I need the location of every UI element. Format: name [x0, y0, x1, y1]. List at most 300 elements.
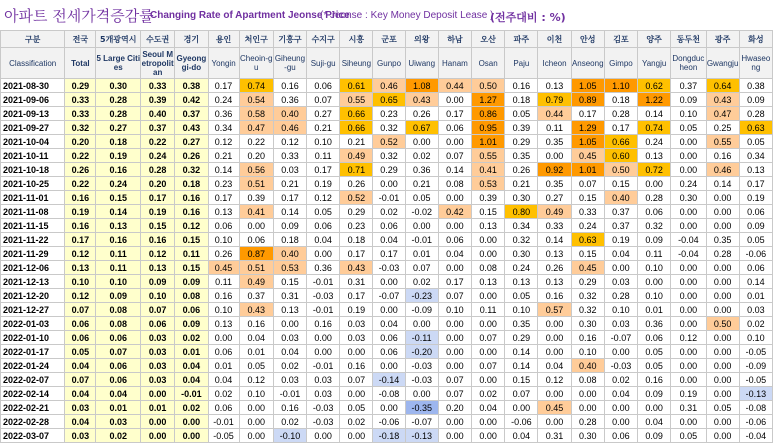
row-date: 2021-10-04 — [1, 135, 65, 149]
cell-gimpo: 0.40 — [604, 191, 637, 205]
cell-hanam: 0.06 — [438, 233, 471, 247]
cell-paju: 0.05 — [505, 289, 538, 303]
cell-yongin: 0.11 — [208, 275, 239, 289]
cell-yangju: 0.04 — [638, 415, 671, 429]
cell-cheoin-gu: 0.01 — [239, 345, 273, 359]
header-kr-15: 이천 — [538, 31, 571, 48]
cell-icheon: 0.13 — [538, 79, 571, 93]
header-en-20: Gwangju — [706, 48, 739, 79]
cell-dongducheon: 0.00 — [671, 219, 706, 233]
cell-gimpo: 1.10 — [604, 79, 637, 93]
cell-yangju: 0.14 — [638, 107, 671, 121]
cell-paju: 0.26 — [505, 163, 538, 177]
cell-dongducheon: 0.00 — [671, 303, 706, 317]
cell-yangju: 0.09 — [638, 387, 671, 401]
cell-paju: 0.30 — [505, 247, 538, 261]
cell-gimpo: 0.00 — [604, 401, 637, 415]
cell-gunpo: 0.32 — [373, 149, 405, 163]
cell-total: 0.33 — [65, 93, 96, 107]
cell-anseong: 0.30 — [571, 429, 604, 443]
cell-total: 0.22 — [65, 149, 96, 163]
cell-gimpo: 0.00 — [604, 415, 637, 429]
cell-gimpo: 0.06 — [604, 429, 637, 443]
cell-uiwang: -0.23 — [405, 289, 438, 303]
cell-cheoin-gu: 0.74 — [239, 79, 273, 93]
row-date: 2021-11-22 — [1, 233, 65, 247]
cell-5-large-cities: 0.14 — [96, 205, 141, 219]
cell-suji-gu: 0.21 — [307, 121, 340, 135]
cell-gyeonggi-do: 0.38 — [175, 79, 208, 93]
cell-yangju: 0.09 — [638, 233, 671, 247]
cell-osan: 0.00 — [472, 247, 505, 261]
cell-gunpo: 0.02 — [373, 205, 405, 219]
cell-hanam: 0.00 — [438, 429, 471, 443]
cell-gyeonggi-do: 0.04 — [175, 359, 208, 373]
cell-hwaseong: 0.17 — [739, 177, 772, 191]
header-en-17: Gimpo — [604, 48, 637, 79]
cell-gimpo: 0.18 — [604, 93, 637, 107]
cell-osan: 0.39 — [472, 191, 505, 205]
cell-total: 0.12 — [65, 289, 96, 303]
cell-suji-gu: -0.03 — [307, 289, 340, 303]
cell-uiwang: -0.20 — [405, 345, 438, 359]
cell-gwangju: 0.43 — [706, 93, 739, 107]
cell-gunpo: 0.29 — [373, 163, 405, 177]
cell-osan: 0.00 — [472, 429, 505, 443]
cell-hwaseong: 0.19 — [739, 191, 772, 205]
cell-icheon: 0.11 — [538, 121, 571, 135]
cell-suji-gu: 0.11 — [307, 149, 340, 163]
cell-seoul-metropolitan: 0.06 — [141, 317, 175, 331]
cell-hwaseong: 0.28 — [739, 107, 772, 121]
cell-paju: 0.14 — [505, 345, 538, 359]
cell-uiwang: 0.21 — [405, 177, 438, 191]
cell-dongducheon: 0.00 — [671, 205, 706, 219]
table-row — [1, 121, 773, 135]
cell-anseong: 0.15 — [571, 247, 604, 261]
cell-seoul-metropolitan: 0.03 — [141, 345, 175, 359]
table-row — [1, 79, 773, 93]
cell-gunpo: -0.06 — [373, 415, 405, 429]
cell-5-large-cities: 0.04 — [96, 387, 141, 401]
cell-cheoin-gu: 0.10 — [239, 387, 273, 401]
header-kr-17: 김포 — [604, 31, 637, 48]
cell-hwaseong: -0.06 — [739, 415, 772, 429]
cell-suji-gu: 0.00 — [307, 247, 340, 261]
row-date: 2022-02-21 — [1, 401, 65, 415]
cell-hwaseong: 0.13 — [739, 163, 772, 177]
cell-cheoin-gu: 0.16 — [239, 317, 273, 331]
cell-uiwang: -0.07 — [405, 415, 438, 429]
table-row — [1, 289, 773, 303]
cell-hanam: 0.17 — [438, 275, 471, 289]
cell-osan: 0.08 — [472, 261, 505, 275]
cell-icheon: 0.00 — [538, 345, 571, 359]
cell-gimpo: 0.10 — [604, 303, 637, 317]
cell-uiwang: 0.01 — [405, 247, 438, 261]
header-kr-18: 양주 — [638, 31, 671, 48]
cell-cheoin-gu: 0.20 — [239, 149, 273, 163]
cell-gimpo: 0.66 — [604, 135, 637, 149]
cell-hwaseong: 0.06 — [739, 205, 772, 219]
cell-cheoin-gu: 0.39 — [239, 191, 273, 205]
cell-dongducheon: 0.19 — [671, 387, 706, 401]
cell-paju: 0.05 — [505, 107, 538, 121]
cell-total: 0.29 — [65, 79, 96, 93]
cell-gimpo: 0.28 — [604, 107, 637, 121]
cell-5-large-cities: 0.24 — [96, 177, 141, 191]
cell-gwangju: 0.55 — [706, 135, 739, 149]
cell-gyeonggi-do: 0.02 — [175, 401, 208, 415]
title-unit: (전주대비 : %) — [490, 11, 566, 24]
cell-gyeonggi-do: 0.15 — [175, 233, 208, 247]
cell-hanam: 0.00 — [438, 135, 471, 149]
header-en-7: Giheung-gu — [273, 48, 306, 79]
cell-icheon: 0.45 — [538, 401, 571, 415]
cell-hwaseong: 0.02 — [739, 317, 772, 331]
cell-gyeonggi-do: 0.16 — [175, 191, 208, 205]
row-date: 2021-09-13 — [1, 107, 65, 121]
row-date: 2021-10-18 — [1, 163, 65, 177]
cell-paju: 0.21 — [505, 177, 538, 191]
cell-gunpo: 0.52 — [373, 135, 405, 149]
cell-giheung-gu: 0.16 — [273, 79, 306, 93]
cell-giheung-gu: 0.46 — [273, 121, 306, 135]
cell-gyeonggi-do: 0.02 — [175, 331, 208, 345]
cell-seoul-metropolitan: 0.00 — [141, 429, 175, 443]
cell-uiwang: -0.11 — [405, 331, 438, 345]
header-kr-3: 수도권 — [141, 31, 175, 48]
cell-siheung: 0.29 — [340, 205, 373, 219]
cell-giheung-gu: 0.16 — [273, 401, 306, 415]
cell-dongducheon: 0.00 — [671, 345, 706, 359]
table-row — [1, 387, 773, 401]
cell-yangju: 0.00 — [638, 275, 671, 289]
header-kr-16: 안성 — [571, 31, 604, 48]
cell-gimpo: 0.37 — [604, 219, 637, 233]
cell-dongducheon: 0.24 — [671, 177, 706, 191]
row-date: 2021-12-27 — [1, 303, 65, 317]
header-en-11: Uiwang — [405, 48, 438, 79]
cell-uiwang: 0.00 — [405, 219, 438, 233]
cell-total: 0.32 — [65, 121, 96, 135]
cell-siheung: 0.31 — [340, 275, 373, 289]
cell-yongin: 0.14 — [208, 163, 239, 177]
cell-total: 0.12 — [65, 247, 96, 261]
cell-dongducheon: -0.04 — [671, 233, 706, 247]
cell-hanam: 0.07 — [438, 289, 471, 303]
cell-icheon: 0.31 — [538, 429, 571, 443]
cell-anseong: 0.89 — [571, 93, 604, 107]
cell-icheon: 0.00 — [538, 317, 571, 331]
cell-paju: 0.29 — [505, 331, 538, 345]
cell-gyeonggi-do: 0.09 — [175, 317, 208, 331]
cell-anseong: 0.17 — [571, 107, 604, 121]
row-date: 2021-11-08 — [1, 205, 65, 219]
cell-giheung-gu: 0.02 — [273, 359, 306, 373]
cell-uiwang: 0.05 — [405, 191, 438, 205]
cell-hwaseong: 0.34 — [739, 149, 772, 163]
cell-giheung-gu: -0.10 — [273, 429, 306, 443]
cell-yongin: 0.34 — [208, 121, 239, 135]
cell-icheon: 0.00 — [538, 387, 571, 401]
cell-gwangju: 0.00 — [706, 387, 739, 401]
row-date: 2022-01-17 — [1, 345, 65, 359]
cell-gunpo: -0.01 — [373, 191, 405, 205]
cell-dongducheon: 0.12 — [671, 331, 706, 345]
cell-gimpo: 0.00 — [604, 261, 637, 275]
cell-yangju: 0.10 — [638, 261, 671, 275]
cell-yongin: 0.16 — [208, 289, 239, 303]
cell-gunpo: 0.00 — [373, 303, 405, 317]
header-kr-20: 광주 — [706, 31, 739, 48]
title-note: (* Jeonse : Key Money Deposit Lease ) — [320, 10, 494, 21]
cell-paju: 0.35 — [505, 149, 538, 163]
cell-anseong: 0.33 — [571, 205, 604, 219]
row-date: 2021-09-06 — [1, 93, 65, 107]
table-row — [1, 149, 773, 163]
cell-osan: 1.27 — [472, 93, 505, 107]
cell-siheung: 0.21 — [340, 135, 373, 149]
cell-dongducheon: 0.00 — [671, 373, 706, 387]
cell-cheoin-gu: 0.05 — [239, 359, 273, 373]
cell-paju: 0.39 — [505, 121, 538, 135]
cell-seoul-metropolitan: 0.28 — [141, 163, 175, 177]
cell-cheoin-gu: 0.43 — [239, 303, 273, 317]
cell-gwangju: 0.00 — [706, 345, 739, 359]
cell-giheung-gu: -0.01 — [273, 387, 306, 401]
cell-yangju: 0.28 — [638, 191, 671, 205]
header-kr-10: 군포 — [373, 31, 405, 48]
cell-osan: 0.00 — [472, 289, 505, 303]
cell-seoul-metropolitan: 0.17 — [141, 191, 175, 205]
cell-giheung-gu: 0.14 — [273, 205, 306, 219]
cell-total: 0.13 — [65, 261, 96, 275]
cell-hwaseong: -0.08 — [739, 401, 772, 415]
cell-uiwang: 0.00 — [405, 387, 438, 401]
cell-uiwang: 0.07 — [405, 261, 438, 275]
cell-siheung: 0.07 — [340, 373, 373, 387]
cell-yongin: 0.10 — [208, 303, 239, 317]
header-en-4: Gyeonggi-do — [175, 48, 208, 79]
table-row — [1, 93, 773, 107]
header-kr-0: 구분 — [1, 31, 65, 48]
cell-yangju: 0.06 — [638, 331, 671, 345]
cell-gyeonggi-do: 0.16 — [175, 205, 208, 219]
cell-uiwang: 0.00 — [405, 135, 438, 149]
cell-cheoin-gu: 0.37 — [239, 289, 273, 303]
header-kr-7: 기흥구 — [273, 31, 306, 48]
cell-dongducheon: 0.37 — [671, 79, 706, 93]
table-row — [1, 163, 773, 177]
cell-icheon: 0.00 — [538, 149, 571, 163]
cell-5-large-cities: 0.06 — [96, 359, 141, 373]
cell-cheoin-gu: 0.04 — [239, 331, 273, 345]
cell-siheung: 0.66 — [340, 107, 373, 121]
cell-seoul-metropolitan: 0.22 — [141, 135, 175, 149]
cell-yongin: 0.06 — [208, 401, 239, 415]
cell-osan: 1.01 — [472, 135, 505, 149]
cell-giheung-gu: 0.03 — [273, 373, 306, 387]
cell-gwangju: 0.00 — [706, 373, 739, 387]
cell-hwaseong: 0.01 — [739, 289, 772, 303]
cell-osan: 0.55 — [472, 149, 505, 163]
cell-siheung: 0.71 — [340, 163, 373, 177]
cell-suji-gu: 0.10 — [307, 135, 340, 149]
cell-siheung: 0.03 — [340, 331, 373, 345]
cell-osan: 0.15 — [472, 205, 505, 219]
cell-siheung: 0.05 — [340, 401, 373, 415]
cell-total: 0.04 — [65, 387, 96, 401]
cell-yangju: 1.22 — [638, 93, 671, 107]
row-date: 2021-12-06 — [1, 261, 65, 275]
cell-dongducheon: 0.05 — [671, 429, 706, 443]
cell-anseong: 0.24 — [571, 219, 604, 233]
row-date: 2021-11-01 — [1, 191, 65, 205]
cell-icheon: 0.26 — [538, 261, 571, 275]
header-en-13: Osan — [472, 48, 505, 79]
cell-gwangju: 0.64 — [706, 79, 739, 93]
cell-yangju: 0.05 — [638, 359, 671, 373]
cell-siheung: 0.02 — [340, 415, 373, 429]
cell-hanam: 0.00 — [438, 261, 471, 275]
cell-osan: 0.41 — [472, 163, 505, 177]
cell-5-large-cities: 0.08 — [96, 317, 141, 331]
cell-gwangju: 0.50 — [706, 317, 739, 331]
cell-suji-gu: -0.01 — [307, 359, 340, 373]
header-kr-2: 5개광역시 — [96, 31, 141, 48]
cell-dongducheon: 0.00 — [671, 163, 706, 177]
cell-osan: 0.86 — [472, 107, 505, 121]
cell-gwangju: 0.00 — [706, 359, 739, 373]
cell-total: 0.03 — [65, 401, 96, 415]
cell-yangju: 0.13 — [638, 149, 671, 163]
cell-yongin: 0.23 — [208, 177, 239, 191]
cell-icheon: 0.57 — [538, 303, 571, 317]
cell-hanam: 0.00 — [438, 331, 471, 345]
cell-siheung: 0.03 — [340, 317, 373, 331]
cell-yangju: 0.10 — [638, 289, 671, 303]
cell-anseong: 0.16 — [571, 331, 604, 345]
cell-suji-gu: 0.06 — [307, 79, 340, 93]
cell-gunpo: 0.23 — [373, 107, 405, 121]
cell-suji-gu: 0.36 — [307, 261, 340, 275]
cell-yangju: 0.00 — [638, 177, 671, 191]
header-en-2: 5 Large Cities — [96, 48, 141, 79]
cell-osan: 0.00 — [472, 415, 505, 429]
cell-uiwang: 0.02 — [405, 275, 438, 289]
cell-hwaseong: 0.14 — [739, 275, 772, 289]
header-en-0: Classification — [1, 48, 65, 79]
cell-paju: 0.18 — [505, 93, 538, 107]
cell-uiwang: 0.02 — [405, 149, 438, 163]
cell-dongducheon: 0.31 — [671, 401, 706, 415]
table-row — [1, 415, 773, 429]
cell-hanam: 0.07 — [438, 149, 471, 163]
cell-gyeonggi-do: 0.37 — [175, 107, 208, 121]
table-row — [1, 317, 773, 331]
header-en-19: Dongducheon — [671, 48, 706, 79]
cell-icheon: 0.04 — [538, 359, 571, 373]
cell-icheon: 0.35 — [538, 135, 571, 149]
cell-total: 0.06 — [65, 331, 96, 345]
data-grid — [0, 30, 773, 443]
cell-total: 0.04 — [65, 359, 96, 373]
cell-5-large-cities: 0.10 — [96, 275, 141, 289]
cell-yongin: 0.24 — [208, 93, 239, 107]
cell-anseong: 0.32 — [571, 289, 604, 303]
cell-hanam: 0.06 — [438, 121, 471, 135]
cell-cheoin-gu: 0.49 — [239, 275, 273, 289]
cell-5-large-cities: 0.30 — [96, 79, 141, 93]
cell-5-large-cities: 0.09 — [96, 289, 141, 303]
cell-icheon: 0.12 — [538, 373, 571, 387]
cell-icheon: 0.14 — [538, 233, 571, 247]
cell-yongin: 0.17 — [208, 191, 239, 205]
cell-gwangju: 0.00 — [706, 261, 739, 275]
cell-hwaseong: -0.04 — [739, 429, 772, 443]
cell-suji-gu: 0.06 — [307, 219, 340, 233]
cell-giheung-gu: 0.03 — [273, 163, 306, 177]
header-en-16: Anseong — [571, 48, 604, 79]
cell-siheung: 0.52 — [340, 191, 373, 205]
cell-yongin: 0.06 — [208, 345, 239, 359]
cell-giheung-gu: 0.02 — [273, 415, 306, 429]
cell-gunpo: 0.00 — [373, 401, 405, 415]
cell-5-large-cities: 0.03 — [96, 415, 141, 429]
cell-icheon: 0.27 — [538, 191, 571, 205]
cell-hanam: 0.42 — [438, 205, 471, 219]
cell-siheung: 0.26 — [340, 177, 373, 191]
row-date: 2021-08-30 — [1, 79, 65, 93]
cell-hanam: 0.10 — [438, 303, 471, 317]
cell-suji-gu: 0.17 — [307, 163, 340, 177]
cell-gyeonggi-do: -0.01 — [175, 387, 208, 401]
cell-gimpo: 0.03 — [604, 275, 637, 289]
cell-gwangju: 0.28 — [706, 247, 739, 261]
cell-anseong: 0.28 — [571, 415, 604, 429]
cell-hwaseong: 0.09 — [739, 219, 772, 233]
cell-gimpo: 0.04 — [604, 387, 637, 401]
cell-suji-gu: 0.16 — [307, 317, 340, 331]
header-kr-1: 전국 — [65, 31, 96, 48]
cell-gunpo: 0.17 — [373, 247, 405, 261]
cell-yangju: 0.32 — [638, 219, 671, 233]
cell-siheung: 0.00 — [340, 345, 373, 359]
cell-yangju: 0.06 — [638, 205, 671, 219]
cell-seoul-metropolitan: 0.03 — [141, 359, 175, 373]
cell-yongin: 0.36 — [208, 107, 239, 121]
cell-icheon: 0.79 — [538, 93, 571, 107]
cell-suji-gu: 0.05 — [307, 205, 340, 219]
cell-siheung: 0.23 — [340, 219, 373, 233]
row-date: 2022-02-14 — [1, 387, 65, 401]
cell-gyeonggi-do: 0.04 — [175, 373, 208, 387]
cell-dongducheon: 0.10 — [671, 107, 706, 121]
cell-gunpo: -0.18 — [373, 429, 405, 443]
cell-osan: 0.13 — [472, 219, 505, 233]
cell-seoul-metropolitan: 0.33 — [141, 79, 175, 93]
cell-seoul-metropolitan: 0.03 — [141, 331, 175, 345]
cell-siheung: 0.16 — [340, 359, 373, 373]
cell-osan: 0.50 — [472, 79, 505, 93]
table-row — [1, 261, 773, 275]
table-row — [1, 373, 773, 387]
cell-giheung-gu: 0.18 — [273, 233, 306, 247]
cell-yongin: 0.04 — [208, 373, 239, 387]
cell-giheung-gu: 0.17 — [273, 191, 306, 205]
cell-giheung-gu: 0.53 — [273, 261, 306, 275]
